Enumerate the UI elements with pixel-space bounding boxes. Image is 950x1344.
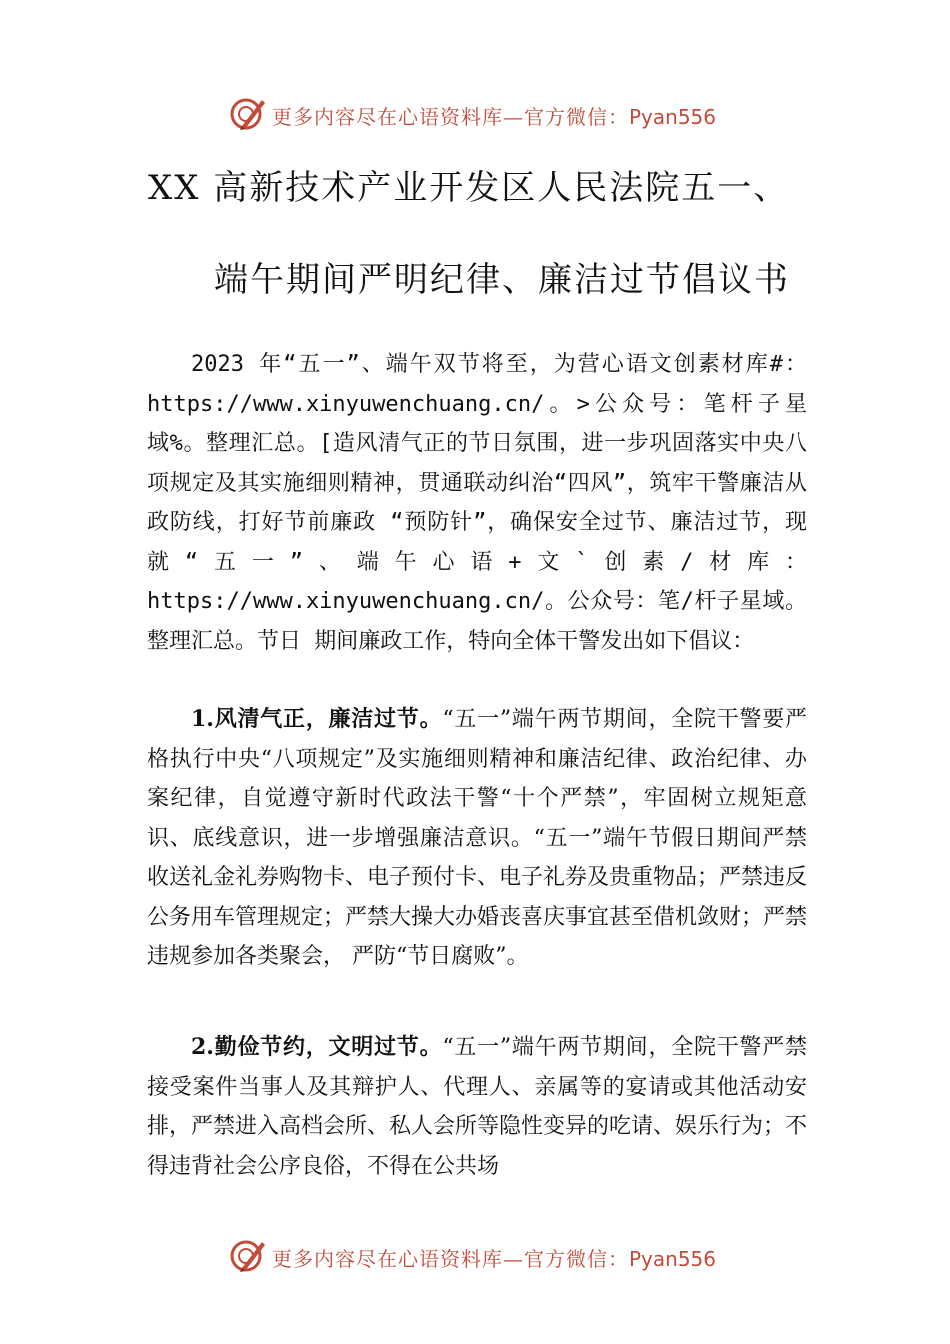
item-1-box xyxy=(147,700,807,977)
wechat-id: Pyan556 xyxy=(629,105,717,129)
item-1-heading: 1.风清气正，廉洁过节。 xyxy=(191,706,443,732)
wechat-id: Pyan556 xyxy=(629,1247,717,1271)
intro-paragraph-box xyxy=(147,345,807,661)
footer-banner xyxy=(0,1236,950,1276)
banner-text: 更多内容尽在心语资料库—官方微信：Pyan556 xyxy=(272,1247,717,1271)
page-title-line-1: XX 高新技术产业开发区人民法院五一、 xyxy=(148,168,790,208)
banner-text: 更多内容尽在心语资料库—官方微信：Pyan556 xyxy=(272,105,717,129)
pen-logo-icon xyxy=(228,94,268,134)
intro-paragraph: 2023 年“五一”、端午双节将至，为营心语文创素材库#：https://www.xinyuwenchuang.cn/。>公众号：笔杆子星域%。整理汇总。[造风清气正的节日氛围，进一步巩固落实中央八项规定及其实施细则精神，贯通联动纠治“四风”，筑牢干警廉洁从政防线，打好节前廉政 “预防针”，确保安全过节、廉洁过节，现就“五一”、端午心语+文`创素/材库：https://www.xinyuwenchuang.cn/。公众号：笔/杆子星域。整理汇总。节日 期间廉政工作，特向全体干警发出如下倡议： xyxy=(147,352,807,654)
pen-logo-icon xyxy=(228,1236,268,1276)
page-title-line-2: 端午期间严明纪律、廉洁过节倡议书 xyxy=(214,260,790,300)
item-1-paragraph xyxy=(147,700,807,977)
header-banner xyxy=(0,94,950,134)
item-2-paragraph xyxy=(147,1028,807,1186)
item-2-box xyxy=(147,1028,807,1186)
item-1-body: “五一”端午两节期间，全院干警要严格执行中央“八项规定”及实施细则精神和廉洁纪律、政治纪律、办案纪律，自觉遵守新时代政法干警“十个严禁”，牢固树立规矩意识、底线意识，进一步增强廉洁意识。“五一”端午节假日期间严禁收送礼金礼券购物卡、电子预付卡、电子礼券及贵重物品；严禁违反公务用车管理规定；严禁大操大办婚丧喜庆事宜甚至借机敛财；严禁违规参加各类聚会， 严防“节日腐败”。 xyxy=(147,707,808,969)
item-2-heading: 2.勤俭节约，文明过节。 xyxy=(191,1034,443,1060)
item-2-body: “五一”端午两节期间，全院干警严禁接受案件当事人及其辩护人、代理人、亲属等的宴请或其他活动安排，严禁进入高档会所、私人会所等隐性变异的吃请、娱乐行为；不得违背社会公序良俗，不得在公共场 xyxy=(147,1035,808,1179)
